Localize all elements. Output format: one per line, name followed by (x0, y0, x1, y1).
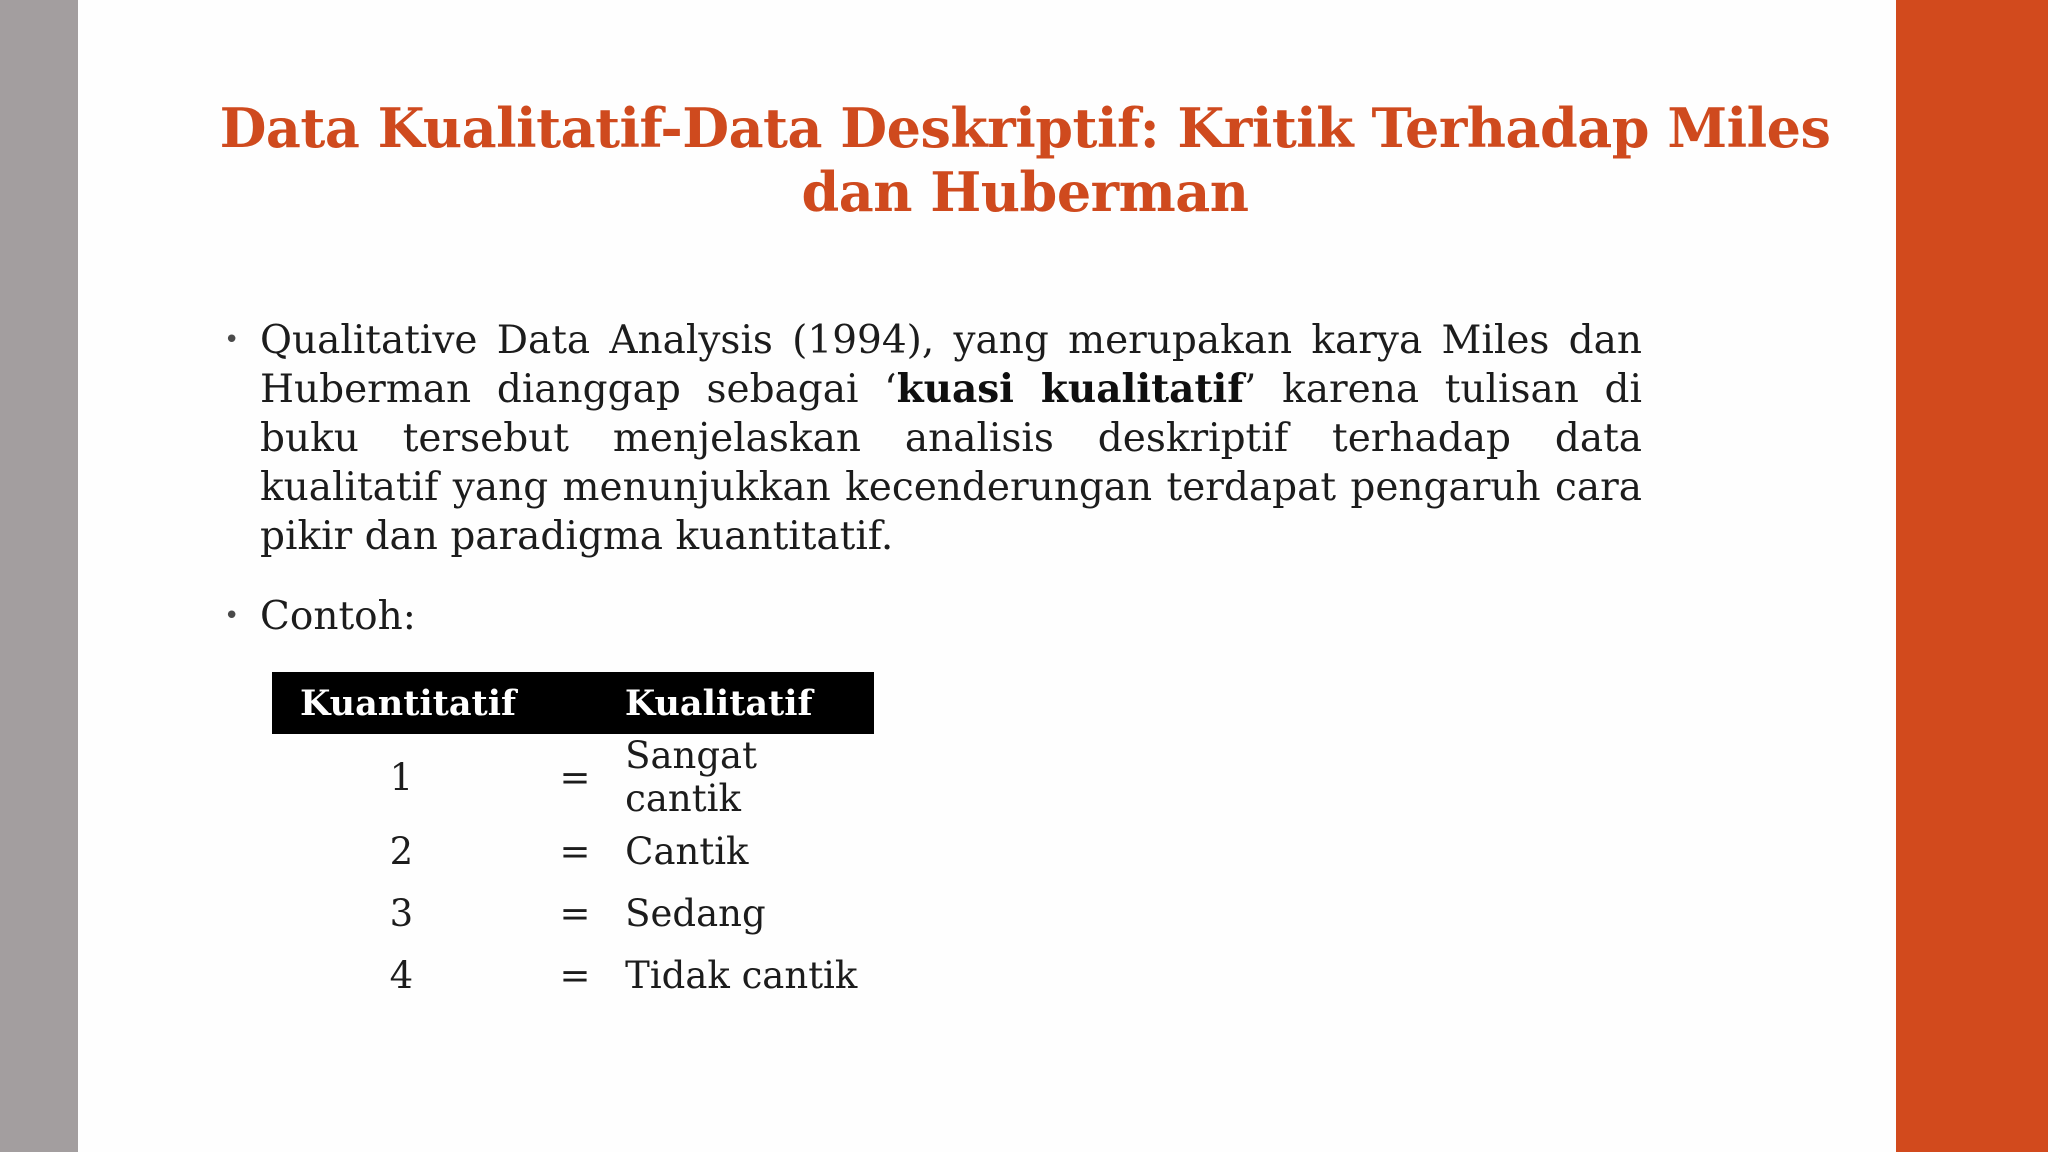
paragraph-text-start: Qualitative Data Analysis (1994), yang merupakan karya Miles dan Huberman dianggap sebagai ‘ (260, 318, 1642, 412)
paragraph-text-end: ’ karena tulisan di buku tersebut menjelaskan analisis deskriptif terhadap data kualitatif yang menunjukkan kecenderungan terdapat pengaruh cara pikir dan paradigma kuantitatif. (260, 367, 1642, 559)
table-header-row (272, 672, 874, 734)
bullet-icon: • (224, 601, 240, 631)
slide-title: Data Kualitatif-Data Deskriptif: Kritik Terhadap Miles dan Huberman (219, 96, 1831, 224)
cell-number: 2 (389, 829, 414, 873)
cell-equals: = (559, 891, 591, 935)
header-kuantitatif: Kuantitatif (272, 672, 531, 734)
bullet-icon: • (224, 325, 240, 355)
table-row (272, 944, 874, 1006)
bullet-item-1 (222, 316, 1642, 561)
bullet-item-2 (222, 592, 416, 641)
example-label: Contoh: (260, 594, 416, 639)
right-accent-bar (1896, 0, 2048, 1152)
cell-number: 3 (389, 891, 414, 935)
left-accent-bar (0, 0, 78, 1152)
paragraph-bold-term: kuasi kualitatif (896, 366, 1245, 412)
cell-label: Tidak cantik (625, 953, 858, 997)
cell-number: 1 (389, 755, 414, 799)
example-table (272, 672, 874, 1006)
table-row (272, 734, 874, 820)
bullet-paragraph (260, 316, 1642, 561)
cell-label: Cantik (625, 829, 749, 873)
table-row (272, 882, 874, 944)
table-row (272, 820, 874, 882)
cell-equals: = (559, 755, 591, 799)
header-kualitatif: Kualitatif (531, 672, 874, 734)
cell-label: Sedang (625, 891, 766, 935)
cell-number: 4 (389, 953, 414, 997)
cell-equals: = (559, 953, 591, 997)
cell-equals: = (559, 829, 591, 873)
cell-label: Sangat cantik (625, 734, 757, 820)
